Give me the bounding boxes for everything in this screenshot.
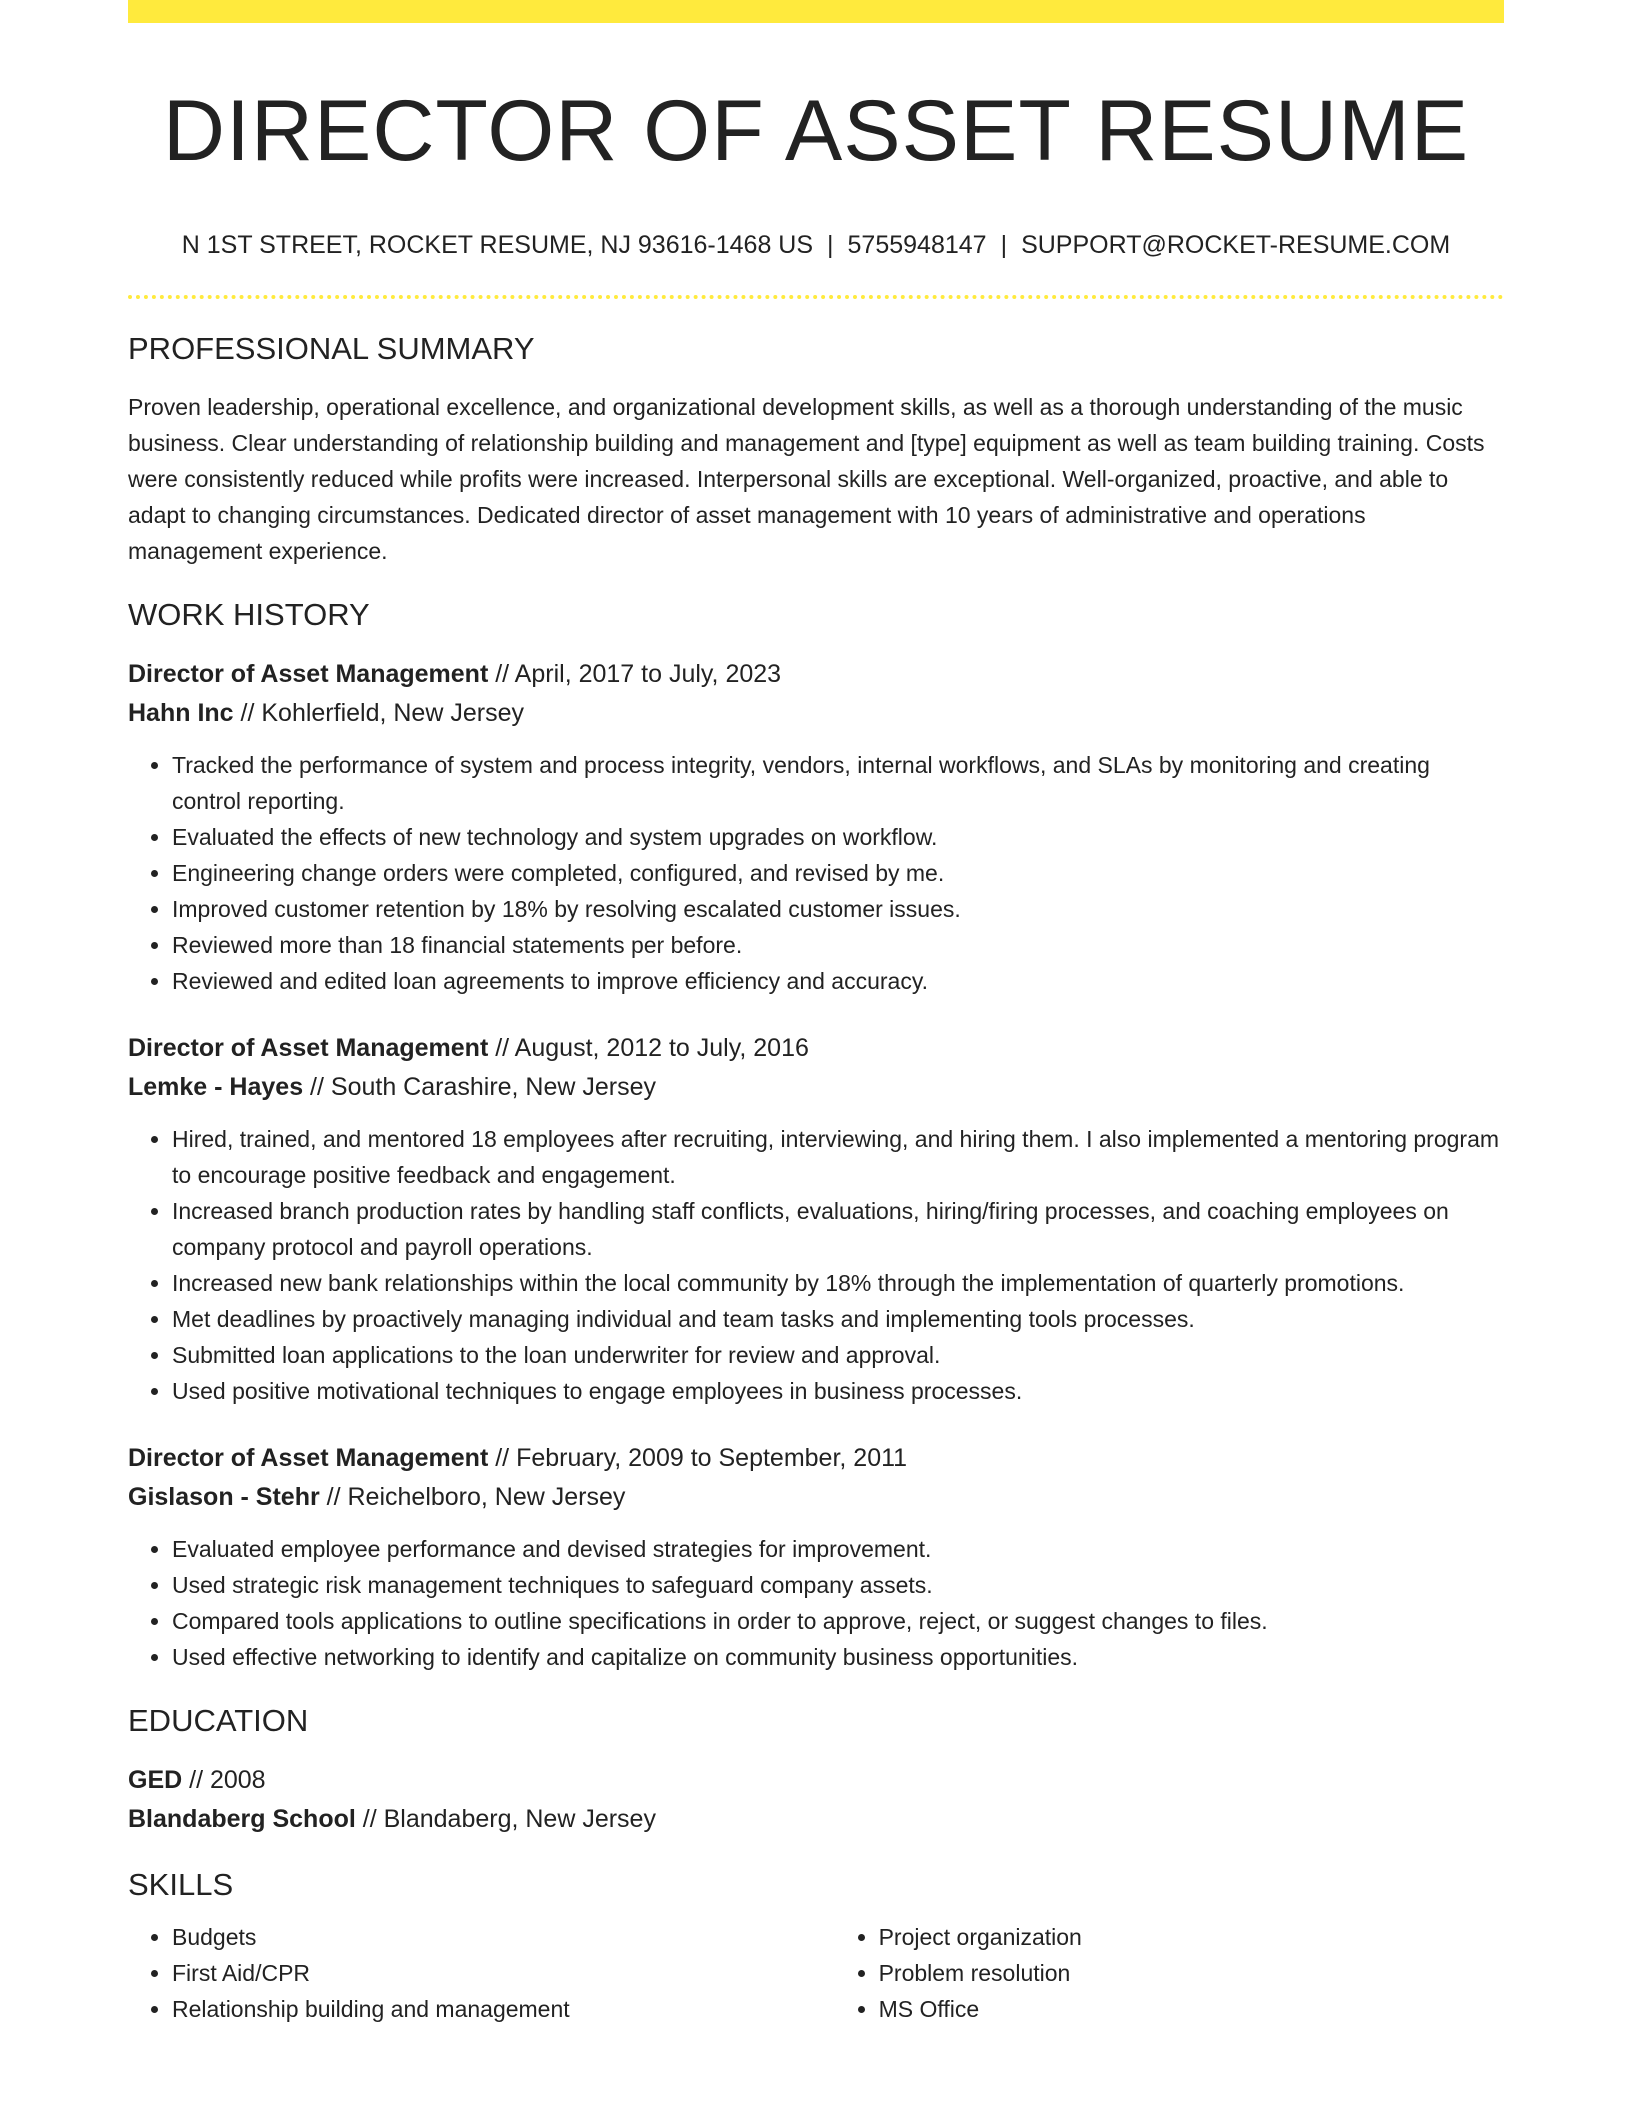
job-title-line [128,1029,1504,1068]
list-item: • Submitted loan applications to the loan underwriter for review and approval. [172,1337,1504,1373]
list-item: • Used positive motivational techniques to engage employees in business processes. [172,1373,1504,1409]
job-company-line [128,694,1504,733]
skills-columns [128,1919,1504,2027]
summary-heading: PROFESSIONAL SUMMARY [128,331,535,366]
contact-phone: 5755948147 [847,231,987,259]
job-company: Lemke - Hayes [128,1073,304,1101]
list-item: • Used strategic risk management techniques to safeguard company assets. [172,1567,1504,1603]
job-company-line [128,1478,1504,1517]
job-dates: // February, 2009 to September, 2011 [488,1444,908,1472]
list-item: • Used effective networking to identify and capitalize on community business opportunities. [172,1639,1504,1675]
list-item: • Compared tools applications to outline specifications in order to approve, reject, or suggest changes to files. [172,1603,1504,1639]
job-company: Gislason - Stehr [128,1483,320,1511]
accent-top-bar [128,0,1504,23]
education-degree: GED [128,1766,183,1794]
skill-item: • Budgets [172,1919,835,1955]
contact-separator: | [827,231,834,259]
job-title-line [128,655,1504,694]
list-item: • Evaluated the effects of new technology and system upgrades on workflow. [172,819,1504,855]
contact-address: N 1ST STREET, ROCKET RESUME, NJ 93616-1468 US [181,231,814,259]
list-item: • Evaluated employee performance and devised strategies for improvement. [172,1531,1504,1567]
list-item: • Reviewed more than 18 financial statements per before. [172,927,1504,963]
job-bullets [128,1121,1504,1409]
resume-title: DIRECTOR OF ASSET RESUME [162,83,1470,179]
education-school: Blandaberg School [128,1805,356,1833]
skill-item: • MS Office [879,1991,1504,2027]
job-role: Director of Asset Management [128,1034,489,1062]
list-item: • Tracked the performance of system and process integrity, vendors, internal workflows, and SLAs by monitoring and creating control reporting. [172,747,1504,819]
job-dates: // August, 2012 to July, 2016 [488,1034,809,1062]
skill-item: • Project organization [879,1919,1504,1955]
job-entry [128,1029,1504,1409]
list-item: • Increased new bank relationships within the local community by 18% through the implementation of quarterly promotions. [172,1265,1504,1301]
list-item: • Improved customer retention by 18% by resolving escalated customer issues. [172,891,1504,927]
skills-heading: SKILLS [128,1867,234,1902]
education-degree-line [128,1761,1504,1800]
job-role: Director of Asset Management [128,660,489,688]
skills-column-left [128,1919,835,2027]
job-role: Director of Asset Management [128,1444,489,1472]
education-heading: EDUCATION [128,1703,309,1738]
job-company-line [128,1068,1504,1107]
list-item: • Reviewed and edited loan agreements to improve efficiency and accuracy. [172,963,1504,999]
resume-page [128,0,1504,2027]
education-location: // Blandaberg, New Jersey [355,1805,656,1833]
summary-text: Proven leadership, operational excellence, and organizational development skills, as well as a thorough understanding of the music business. Clear understanding of relationship building and management and [type] equipment as well as team building training. Costs were consistently reduced while profits were increased. Interpersonal skills are exceptional. Well-organized, proactive, and able to adapt to changing circumstances. Dedicated director of asset management with 10 years of administrative and operations management experience. [128,394,1485,564]
job-location: // Reichelboro, New Jersey [319,1483,626,1511]
list-item: • Increased branch production rates by handling staff conflicts, evaluations, hiring/firing processes, and coaching employees on company protocol and payroll operations. [172,1193,1504,1265]
job-location: // South Carashire, New Jersey [303,1073,657,1101]
job-company: Hahn Inc [128,699,234,727]
job-bullets [128,1531,1504,1675]
contact-separator: | [1000,231,1008,259]
job-entry [128,655,1504,999]
dotted-divider [128,295,1504,299]
contact-email: SUPPORT@ROCKET-RESUME.COM [1021,231,1451,259]
skills-column-right [835,1919,1504,2027]
education-year: // 2008 [182,1766,266,1794]
skill-item: • Relationship building and management [172,1991,835,2027]
contact-line [128,229,1504,261]
job-entry [128,1439,1504,1675]
list-item: • Engineering change orders were completed, configured, and revised by me. [172,855,1504,891]
job-bullets [128,747,1504,999]
job-dates: // April, 2017 to July, 2023 [488,660,782,688]
education-school-line [128,1800,1504,1839]
list-item: • Met deadlines by proactively managing individual and team tasks and implementing tools processes. [172,1301,1504,1337]
job-location: // Kohlerfield, New Jersey [233,699,524,727]
skill-item: • Problem resolution [879,1955,1504,1991]
skill-item: • First Aid/CPR [172,1955,835,1991]
list-item: • Hired, trained, and mentored 18 employees after recruiting, interviewing, and hiring them. I also implemented a mentoring program to encourage positive feedback and engagement. [172,1121,1504,1193]
work-history-heading: WORK HISTORY [128,597,370,632]
job-title-line [128,1439,1504,1478]
education-entry [128,1761,1504,1839]
